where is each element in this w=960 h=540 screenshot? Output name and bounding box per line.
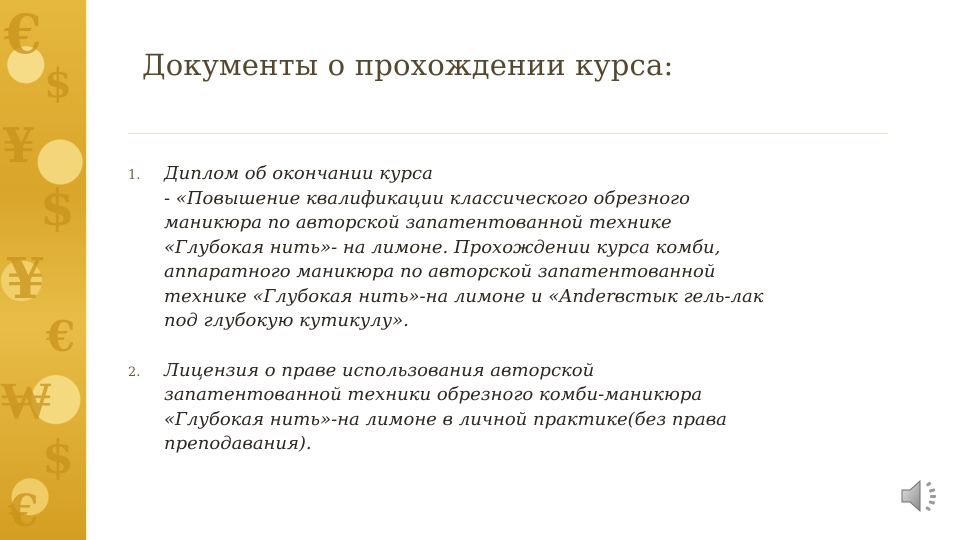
list-item-number: 2. [128, 364, 141, 380]
list-item-text: Лицензия о праве использования авторской запатентованной техники обрезного комби-маникюра «Глубокая нить»-на лимоне в личной практике(без права преподавания). [164, 359, 727, 454]
list-item-number: 1. [128, 168, 141, 183]
title-divider [128, 133, 888, 134]
slide-title: Документы о прохождении курса: [142, 48, 674, 82]
list-item-text: Диплом об окончании курса - «Повышение квалификации классического обрезного маникюра по авторской запатентованной технике «Глубокая нить»- на лимоне. Прохождении курса комби, аппаратного маникюра по авторской запатентованной технике «Глубокая нить»-на лимоне и «Andеrвстык гель-лак под глубокую кутикулу». [164, 163, 764, 331]
list-item [128, 162, 888, 334]
document-list [128, 162, 888, 457]
band-edge [86, 0, 90, 540]
speaker-icon[interactable] [896, 474, 942, 518]
list-item [128, 359, 888, 457]
decorative-currency-band: € $ ¥ $ ¥ € ₩ $ € [0, 0, 86, 540]
